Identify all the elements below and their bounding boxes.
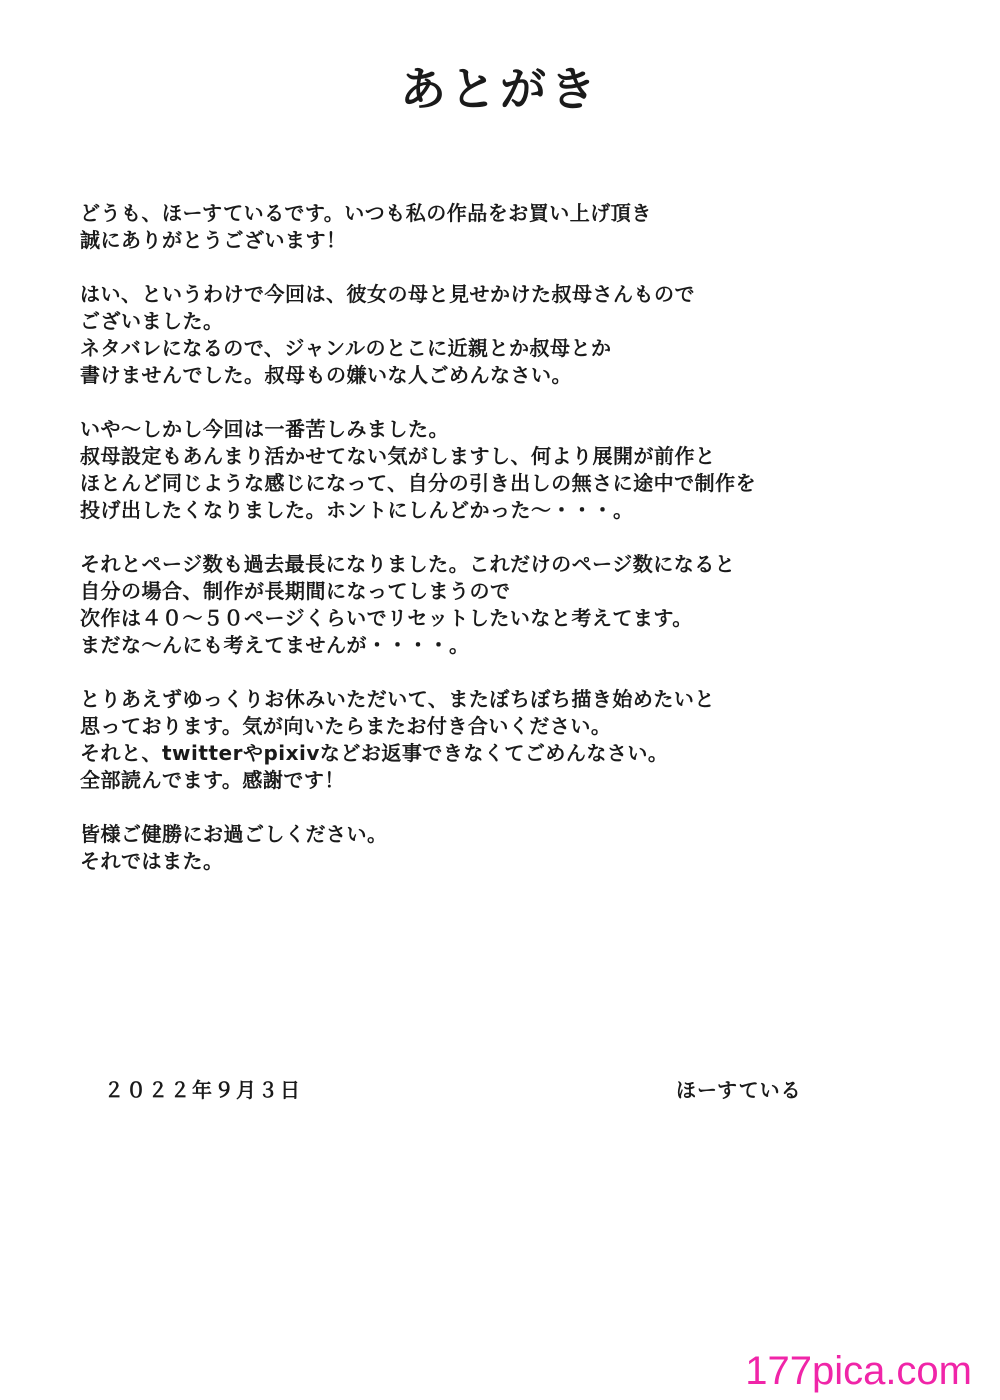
text-line: とりあえずゆっくりお休みいただいて、またぼちぼち描き始めたいと [80, 687, 715, 711]
paragraph [80, 821, 960, 875]
text-line: ほとんど同じような感じになって、自分の引き出しの無さに途中で制作を [80, 471, 757, 495]
text-line: それと、twitterやpixivなどお返事できなくてごめんなさい。 [80, 741, 669, 765]
text-line: それではまた。 [80, 849, 224, 873]
text-line: どうも、ほーすているです。いつも私の作品をお買い上げ頂き [80, 201, 652, 225]
paragraph [80, 281, 960, 389]
text-line: 全部読んでます。感謝です！ [80, 768, 345, 792]
paragraph [80, 200, 960, 254]
paragraph [80, 551, 960, 659]
text-line: それとページ数も過去最長になりました。これだけのページ数になると [80, 552, 736, 576]
signature-date: ２０２２年９月３日 [104, 1078, 302, 1102]
text-line: 思っております。気が向いたらまたお付き合いください。 [80, 714, 612, 738]
text-line: いや～しかし今回は一番苦しみました。 [80, 417, 449, 441]
author-name: ほーすている [676, 1078, 802, 1102]
text-line: 誠にありがとうございます！ [80, 228, 347, 252]
afterword-body [80, 200, 960, 902]
text-line: 投げ出したくなりました。ホントにしんどかった～・・・。 [80, 498, 634, 522]
text-line: 皆様ご健勝にお過ごしください。 [80, 822, 388, 846]
text-line: 書けませんでした。叔母もの嫌いな人ごめんなさい。 [80, 363, 572, 387]
text-line: まだな～んにも考えてませんが・・・・。 [80, 633, 470, 657]
text-line: ネタバレになるので、ジャンルのとこに近親とか叔母とか [80, 336, 612, 360]
text-line: はい、というわけで今回は、彼女の母と見せかけた叔母さんもので [80, 282, 695, 306]
paragraph [80, 686, 960, 794]
text-line: ございました。 [80, 309, 224, 333]
text-line: 自分の場合、制作が長期間になってしまうので [80, 579, 511, 603]
site-watermark: 177pica.com [745, 1349, 972, 1393]
text-line: 叔母設定もあんまり活かせてない気がしますし、何より展開が前作と [80, 444, 716, 468]
text-line: 次作は４０～５０ページくらいでリセットしたいなと考えてます。 [80, 606, 693, 630]
paragraph [80, 416, 960, 524]
page-title: あとがき [400, 62, 600, 116]
